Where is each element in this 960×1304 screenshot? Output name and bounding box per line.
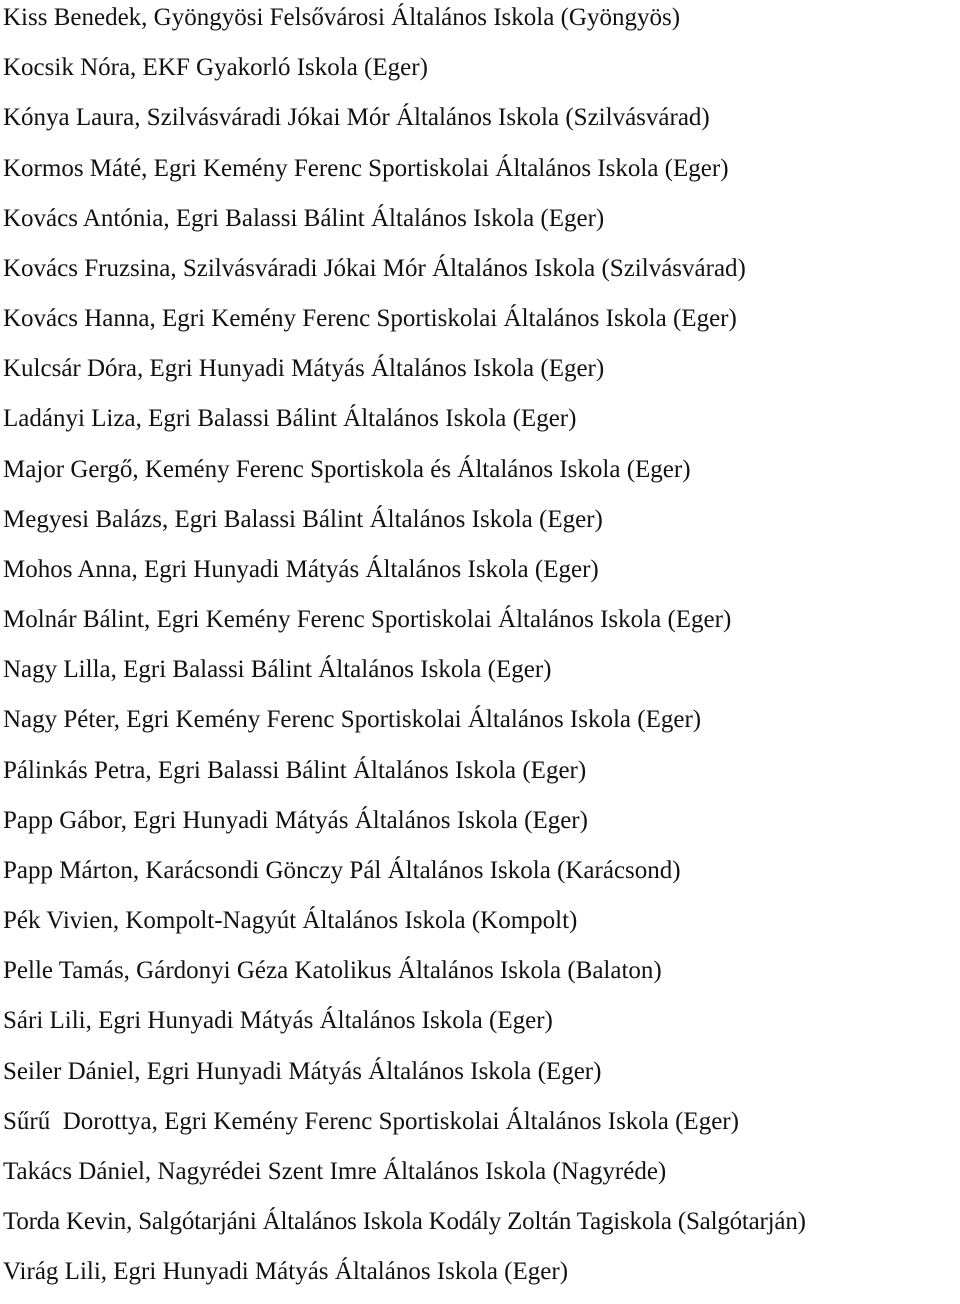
list-item: Nagy Péter, Egri Kemény Ferenc Sportiskolai Általános Iskola (Eger) (3, 706, 702, 734)
list-item: Torda Kevin, Salgótarjáni Általános Iskola Kodály Zoltán Tagiskola (Salgótarján) (3, 1208, 806, 1236)
list-item: Kónya Laura, Szilvásváradi Jókai Mór Általános Iskola (Szilvásvárad) (3, 104, 710, 132)
list-item: Kovács Fruzsina, Szilvásváradi Jókai Mór Általános Iskola (Szilvásvárad) (3, 254, 746, 282)
list-item: Papp Gábor, Egri Hunyadi Mátyás Általános Iskola (Eger) (3, 806, 588, 834)
list-item: Mohos Anna, Egri Hunyadi Mátyás Általános Iskola (Eger) (3, 555, 599, 583)
list-item: Sári Lili, Egri Hunyadi Mátyás Általános Iskola (Eger) (3, 1007, 553, 1035)
list-item: Kovács Antónia, Egri Balassi Bálint Általános Iskola (Eger) (3, 204, 605, 232)
list-item: Ladányi Liza, Egri Balassi Bálint Általános Iskola (Eger) (3, 405, 577, 433)
list-item: Virág Lili, Egri Hunyadi Mátyás Általános Iskola (Eger) (3, 1258, 569, 1286)
list-item: Major Gergő, Kemény Ferenc Sportiskola és Általános Iskola (Eger) (3, 455, 691, 483)
list-item: Molnár Bálint, Egri Kemény Ferenc Sportiskolai Általános Iskola (Eger) (3, 606, 732, 634)
list-item: Takács Dániel, Nagyrédei Szent Imre Általános Iskola (Nagyréde) (3, 1157, 667, 1185)
list-item: Kormos Máté, Egri Kemény Ferenc Sportiskolai Általános Iskola (Eger) (3, 154, 729, 182)
list-item: Sűrű Dorottya, Egri Kemény Ferenc Sportiskolai Általános Iskola (Eger) (3, 1107, 739, 1135)
list-item: Kiss Benedek, Gyöngyösi Felsővárosi Általános Iskola (Gyöngyös) (3, 4, 681, 31)
list-item: Pelle Tamás, Gárdonyi Géza Katolikus Általános Iskola (Balaton) (3, 957, 662, 985)
list-item: Megyesi Balázs, Egri Balassi Bálint Általános Iskola (Eger) (3, 505, 603, 533)
list-item: Nagy Lilla, Egri Balassi Bálint Általános Iskola (Eger) (3, 656, 552, 684)
list-item: Kulcsár Dóra, Egri Hunyadi Mátyás Általános Iskola (Eger) (3, 355, 605, 383)
list-item: Pálinkás Petra, Egri Balassi Bálint Általános Iskola (Eger) (3, 756, 587, 784)
list-item: Seiler Dániel, Egri Hunyadi Mátyás Általános Iskola (Eger) (3, 1057, 602, 1085)
list-item: Kovács Hanna, Egri Kemény Ferenc Sportiskolai Általános Iskola (Eger) (3, 305, 737, 333)
list-item: Papp Márton, Karácsondi Gönczy Pál Általános Iskola (Karácsond) (3, 856, 681, 884)
list-item: Pék Vivien, Kompolt-Nagyút Általános Iskola (Kompolt) (3, 907, 578, 935)
list-item: Kocsik Nóra, EKF Gyakorló Iskola (Eger) (3, 54, 428, 82)
participant-list (3, 0, 958, 1304)
